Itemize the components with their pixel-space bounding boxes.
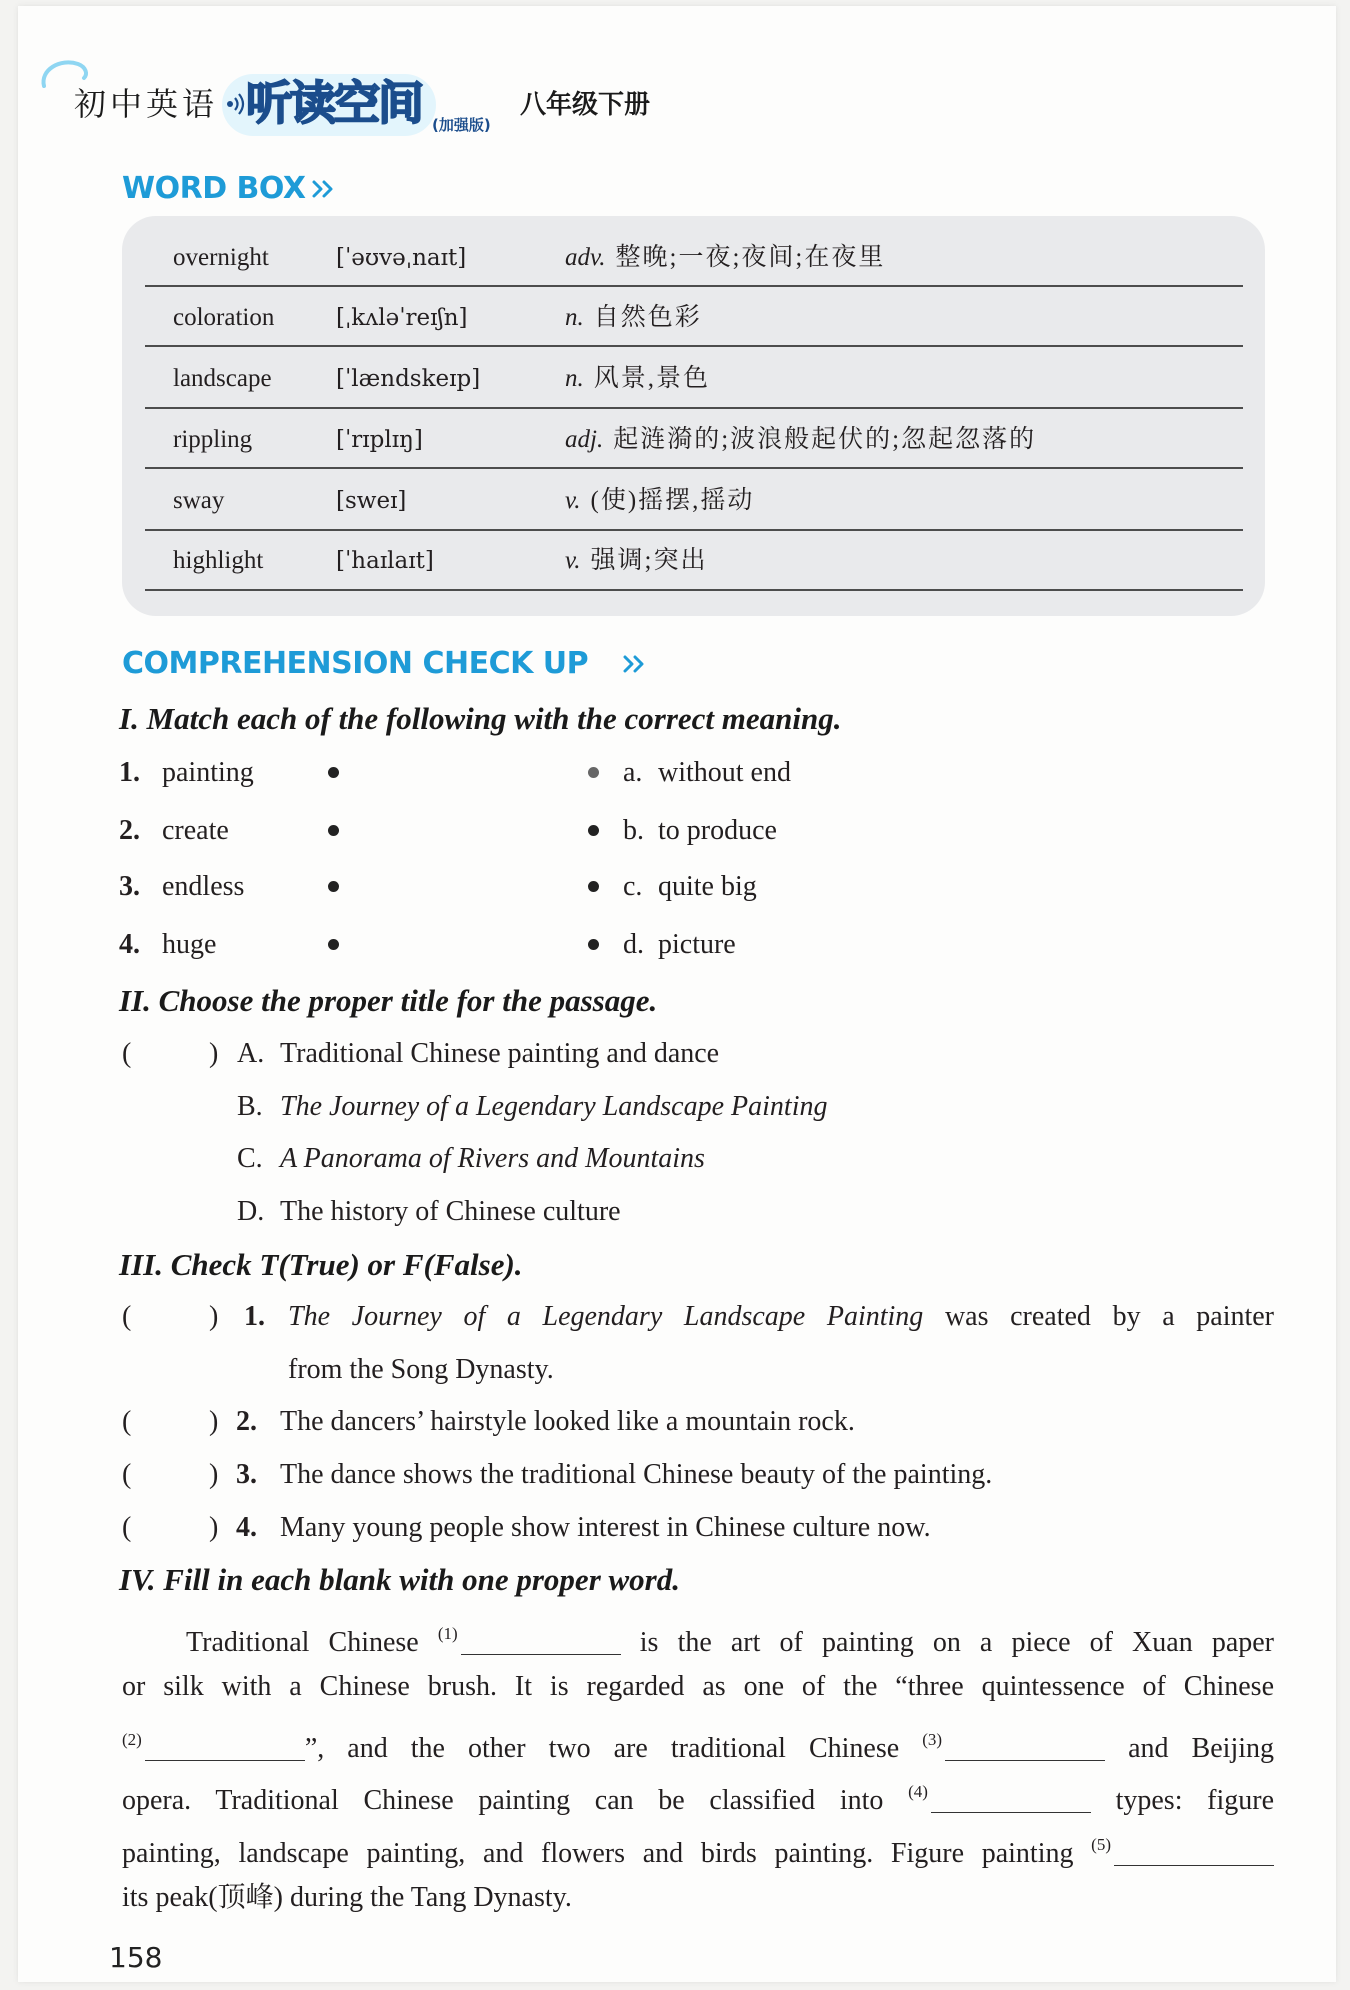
row-divider [145,345,1243,347]
meaning [565,242,885,274]
option-text: The Journey of a Legendary Landscape Painting [280,1091,828,1122]
passage-text: Traditional Chinese [186,1627,419,1658]
answer-blank [145,1737,305,1761]
word-entry-row [0,363,1350,395]
answer-paren-close: ) [209,1512,219,1543]
statement-text: The dance shows the traditional Chinese beauty of the painting. [280,1459,993,1490]
option-letter: D. [237,1196,265,1227]
passage-line [186,1616,1274,1661]
item-number: 3. [236,1459,257,1490]
match-term: endless [162,871,245,902]
meaning [565,302,702,334]
blank-number: (3) [922,1730,943,1749]
match-dot [328,939,339,950]
answer-paren-close: ) [209,1406,219,1437]
match-letter: a. [623,757,643,788]
statement-text [288,1299,1274,1335]
phonetic: [ˈəʊvəˌnaɪt] [336,245,467,271]
option-letter: C. [237,1143,263,1174]
sound-wave-icon [226,92,248,116]
match-letter: b. [623,815,644,846]
item-number: 3. [119,871,140,902]
row-divider [145,529,1243,531]
answer-paren-open: ( [122,1512,132,1543]
phonetic: [ˌkʌləˈreɪʃn] [336,305,468,331]
option-letter: A. [237,1038,265,1069]
phonetic: [sweɪ] [336,488,407,514]
part-of-speech: v. [565,487,581,514]
row-divider [145,285,1243,287]
blank-number: (5) [1091,1835,1111,1854]
word-entry-row [0,242,1350,274]
match-letter: c. [623,871,643,902]
passage-line [122,1722,1274,1767]
part1-heading: I. Match each of the following with the correct meaning. [119,701,842,736]
meaning [565,424,1036,456]
part-of-speech: n. [565,304,584,331]
answer-blank [1114,1842,1274,1866]
passage-text: is the art of painting on a piece of Xuan paper [639,1627,1274,1658]
passage-title: The Journey of a Legendary Landscape Painting [288,1301,924,1332]
definition: 强调;突出 [590,547,708,574]
answer-paren-open: ( [122,1459,132,1490]
item-number: 2. [236,1406,257,1437]
match-dot [328,825,339,836]
meaning [565,545,707,577]
passage-text: types: figure [1115,1785,1275,1816]
passage-text: ”, and the other two are traditional Chinese [304,1733,900,1764]
part-of-speech: adv. [565,244,606,271]
item-number: 2. [119,815,140,846]
passage-text: painting, landscape painting, and flowers and birds painting. Figure painting [122,1838,1074,1869]
passage-text: and Beijing [1128,1733,1275,1764]
part-of-speech: adj. [565,426,604,453]
blank-number: (2) [122,1730,142,1749]
match-meaning: without end [658,757,791,788]
answer-paren-close: ) [209,1301,219,1332]
answer-blank [945,1737,1105,1761]
answer-paren-open: ( [122,1038,132,1069]
match-term: huge [162,929,217,960]
word-box-title: WORD BOX [122,171,306,206]
word-entry-row [0,424,1350,456]
match-dot [588,767,599,778]
passage-line [122,1774,1274,1819]
word: highlight [173,547,264,574]
word-entry-row [0,485,1350,517]
word: sway [173,487,225,514]
word: landscape [173,365,272,392]
match-term: painting [162,757,254,788]
passage-text: or silk with a Chinese brush. It is regarded as one of the “three quintessence of Chinese [122,1671,1274,1702]
meaning [565,363,710,395]
statement-text: The dancers’ hairstyle looked like a mountain rock. [280,1406,855,1437]
answer-paren-close: ) [209,1459,219,1490]
word: rippling [173,426,253,453]
row-divider [145,407,1243,409]
match-meaning: to produce [658,815,777,846]
option-letter: B. [237,1091,263,1122]
passage-line [122,1827,1274,1872]
word-entry-row [0,302,1350,334]
passage-text: its peak(顶峰) during the Tang Dynasty. [122,1882,572,1913]
double-chevron-icon [622,654,648,674]
match-letter: d. [623,929,644,960]
blank-number: (1) [437,1624,458,1643]
edition-label: (加强版) [432,116,491,134]
page-number: 158 [109,1941,163,1974]
definition: 整晚;一夜;夜间;在夜里 [615,244,886,271]
match-meaning: quite big [658,871,757,902]
word: coloration [173,304,275,331]
blank-number: (4) [908,1782,928,1801]
option-text: The history of Chinese culture [280,1196,621,1227]
row-divider [145,589,1243,591]
word-entry-row [0,545,1350,577]
definition: 起涟漪的;波浪般起伏的;忽起忽落的 [613,426,1037,453]
item-number: 1. [119,757,140,788]
word: overnight [173,244,269,271]
definition: (使)摇摆,摇动 [590,487,755,514]
match-meaning: picture [658,929,736,960]
statement-fragment: was created by a painter [944,1301,1275,1332]
row-divider [145,467,1243,469]
phonetic: [ˈlændskeɪp] [336,366,481,392]
option-text: A Panorama of Rivers and Mountains [280,1143,705,1174]
match-term: create [162,815,229,846]
option-text: Traditional Chinese painting and dance [280,1038,720,1069]
answer-paren-open: ( [122,1301,132,1332]
answer-blank [931,1789,1091,1813]
item-number: 4. [119,929,140,960]
answer-paren-open: ( [122,1406,132,1437]
series-title: 初中英语 [74,85,219,123]
answer-paren-close: ) [209,1038,219,1069]
match-dot [588,825,599,836]
item-number: 4. [236,1512,257,1543]
match-dot [328,881,339,892]
passage-text: opera. Traditional Chinese painting can be classified into [122,1785,884,1816]
passage-line [122,1880,1274,1916]
part-of-speech: v. [565,547,581,574]
meaning [565,485,754,517]
item-number: 1. [244,1301,265,1332]
statement-text: Many young people show interest in Chinese culture now. [280,1512,931,1543]
part-of-speech: n. [565,365,584,392]
statement-continuation: from the Song Dynasty. [288,1354,554,1385]
match-dot [588,881,599,892]
phonetic: [ˈrɪplɪŋ] [336,427,423,453]
match-dot [588,939,599,950]
part2-heading: II. Choose the proper title for the passage. [119,983,658,1018]
grade-label: 八年级下册 [520,90,651,120]
definition: 自然色彩 [593,304,702,331]
answer-blank [461,1631,621,1655]
brand-logo: 听读空间 [246,76,422,130]
definition: 风景,景色 [593,365,711,392]
part3-heading: III. Check T(True) or F(False). [119,1247,523,1282]
phonetic: [ˈhaɪlaɪt] [336,548,434,574]
match-dot [328,767,339,778]
double-chevron-icon [311,179,337,199]
passage-line [122,1669,1274,1705]
comprehension-title: COMPREHENSION CHECK UP [122,646,589,681]
part4-heading: IV. Fill in each blank with one proper word. [119,1562,680,1597]
